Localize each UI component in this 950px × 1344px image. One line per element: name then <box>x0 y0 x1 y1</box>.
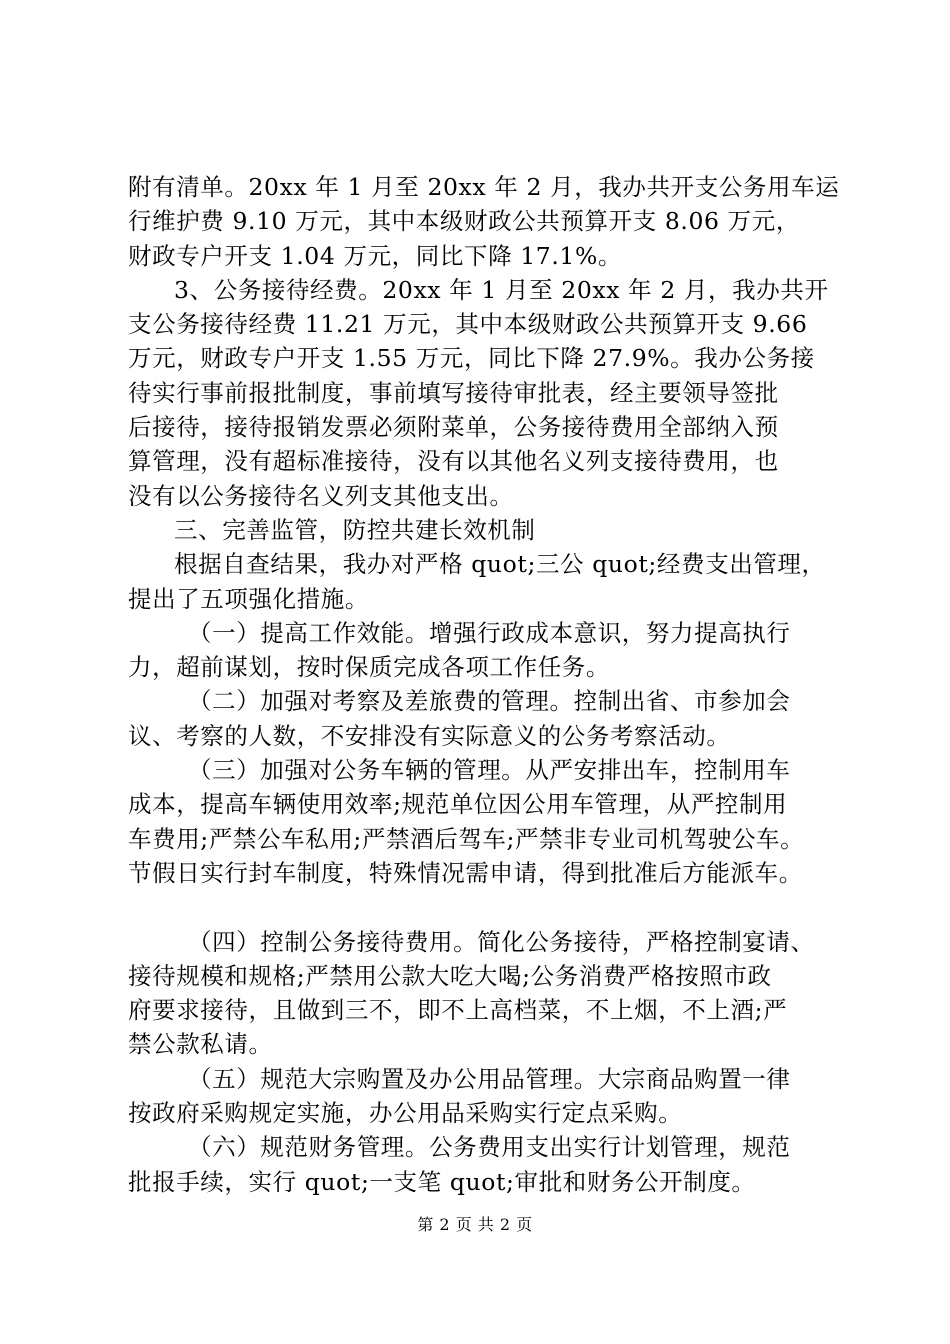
text-line: 待实行事前报批制度，事前填写接待审批表，经主要领导签批 <box>128 378 779 407</box>
text-line: 接待规模和规格;严禁用公款大吃大喝;公务消费严格按照市政 <box>128 961 772 990</box>
text-line: （四）控制公务接待费用。简化公务接待，严格控制宴请、 <box>188 927 815 956</box>
text-line: 支公务接待经费 11.21 万元，其中本级财政公共预算开支 9.66 <box>128 310 808 339</box>
text-line: 议、考察的人数，不安排没有实际意义的公务考察活动。 <box>128 721 731 750</box>
text-line: 3、公务接待经费。20xx 年 1 月至 20xx 年 2 月，我办共开 <box>174 275 829 304</box>
text-line: 按政府采购规定实施，办公用品采购实行定点采购。 <box>128 1099 683 1128</box>
text-line: 车费用;严禁公车私用;严禁酒后驾车;严禁非专业司机驾驶公车。 <box>128 824 805 853</box>
text-line: 提出了五项强化措施。 <box>128 584 369 613</box>
text-line: （三）加强对公务车辆的管理。从严安排出车，控制用车 <box>188 756 791 785</box>
text-line: 附有清单。20xx 年 1 月至 20xx 年 2 月，我办共开支公务用车运 <box>128 173 840 201</box>
text-line: 成本，提高车辆使用效率;规范单位因公用车管理，从严控制用 <box>128 790 788 819</box>
page-footer: 第 2 页 共 2 页 <box>417 1215 533 1234</box>
text-line: 后接待，接待报销发票必须附菜单，公务接待费用全部纳入预 <box>128 413 779 442</box>
document-body <box>128 170 840 1199</box>
text-line: 禁公款私请。 <box>128 1030 273 1059</box>
text-line: 行维护费 9.10 万元，其中本级财政公共预算开支 8.06 万元， <box>128 207 800 236</box>
text-line: 力，超前谋划，按时保质完成各项工作任务。 <box>128 653 610 682</box>
text-line: 府要求接待，且做到三不，即不上高档菜，不上烟，不上酒;严 <box>128 996 788 1025</box>
text-line: （五）规范大宗购置及办公用品管理。大宗商品购置一律 <box>188 1064 791 1093</box>
section-heading: 三、完善监管，防控共建长效机制 <box>174 515 536 544</box>
text-line: 节假日实行封车制度，特殊情况需申请，得到批准后方能派车。 <box>128 858 803 887</box>
text-line: 财政专户开支 1.04 万元，同比下降 17.1%。 <box>128 241 622 270</box>
text-line: 没有以公务接待名义列支其他支出。 <box>128 481 514 510</box>
text-line: （一）提高工作效能。增强行政成本意识，努力提高执行 <box>188 618 791 647</box>
text-line: 万元，财政专户开支 1.55 万元，同比下降 27.9%。我办公务接 <box>128 344 815 373</box>
paragraph-gap <box>128 890 833 924</box>
text-line: 算管理，没有超标准接待，没有以其他名义列支接待费用，也 <box>128 447 779 476</box>
text-line: 根据自查结果，我办对严格 quot;三公 quot;经费支出管理， <box>174 550 826 579</box>
text-line: 批报手续，实行 quot;一支笔 quot;审批和财务公开制度。 <box>128 1167 756 1196</box>
text-line: （二）加强对考察及差旅费的管理。控制出省、市参加会 <box>188 687 791 716</box>
text-line: （六）规范财务管理。公务费用支出实行计划管理，规范 <box>188 1133 791 1162</box>
